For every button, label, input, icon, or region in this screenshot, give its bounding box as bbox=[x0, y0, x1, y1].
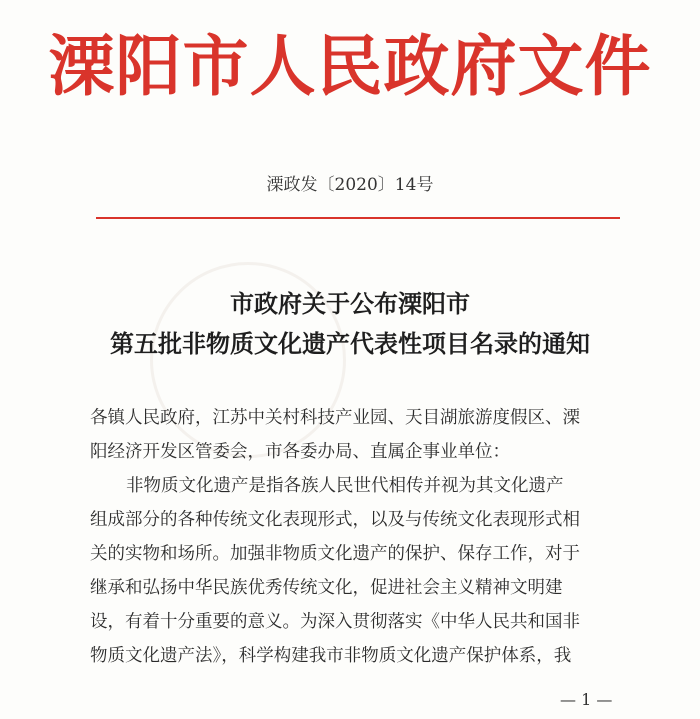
body-text-line: 设，有着十分重要的意义。为深入贯彻落实《中华人民共和国非 bbox=[90, 612, 580, 632]
body-text-line: 非物质文化遗产是指各族人民世代相传并视为其文化遗产 bbox=[126, 476, 564, 496]
body-text-line: 物质文化遗产法》，科学构建我市非物质文化遗产保护体系，我 bbox=[90, 646, 572, 666]
body-text-line: 继承和弘扬中华民族优秀传统文化，促进社会主义精神文明建 bbox=[90, 578, 563, 598]
body-text-line: 关的实物和场所。加强非物质文化遗产的保护、保存工作，对于 bbox=[90, 544, 580, 564]
notice-title-line-2: 第五批非物质文化遗产代表性项目名录的通知 bbox=[110, 330, 590, 358]
body-text-line: 组成部分的各种传统文化表现形式，以及与传统文化表现形式相 bbox=[90, 510, 580, 530]
masthead-title: 溧阳市人民政府文件 bbox=[48, 27, 652, 105]
addressee-line-2: 阳经济开发区管委会，市各委办局、直属企事业单位： bbox=[90, 442, 510, 462]
red-divider-line bbox=[96, 217, 620, 219]
page-number: — 1 — bbox=[560, 690, 613, 709]
addressee-line-1: 各镇人民政府，江苏中关村科技产业园、天目湖旅游度假区、溧 bbox=[90, 408, 580, 428]
document-number: 溧政发〔2020〕14号 bbox=[266, 175, 434, 195]
notice-title-line-1: 市政府关于公布溧阳市 bbox=[230, 290, 470, 318]
